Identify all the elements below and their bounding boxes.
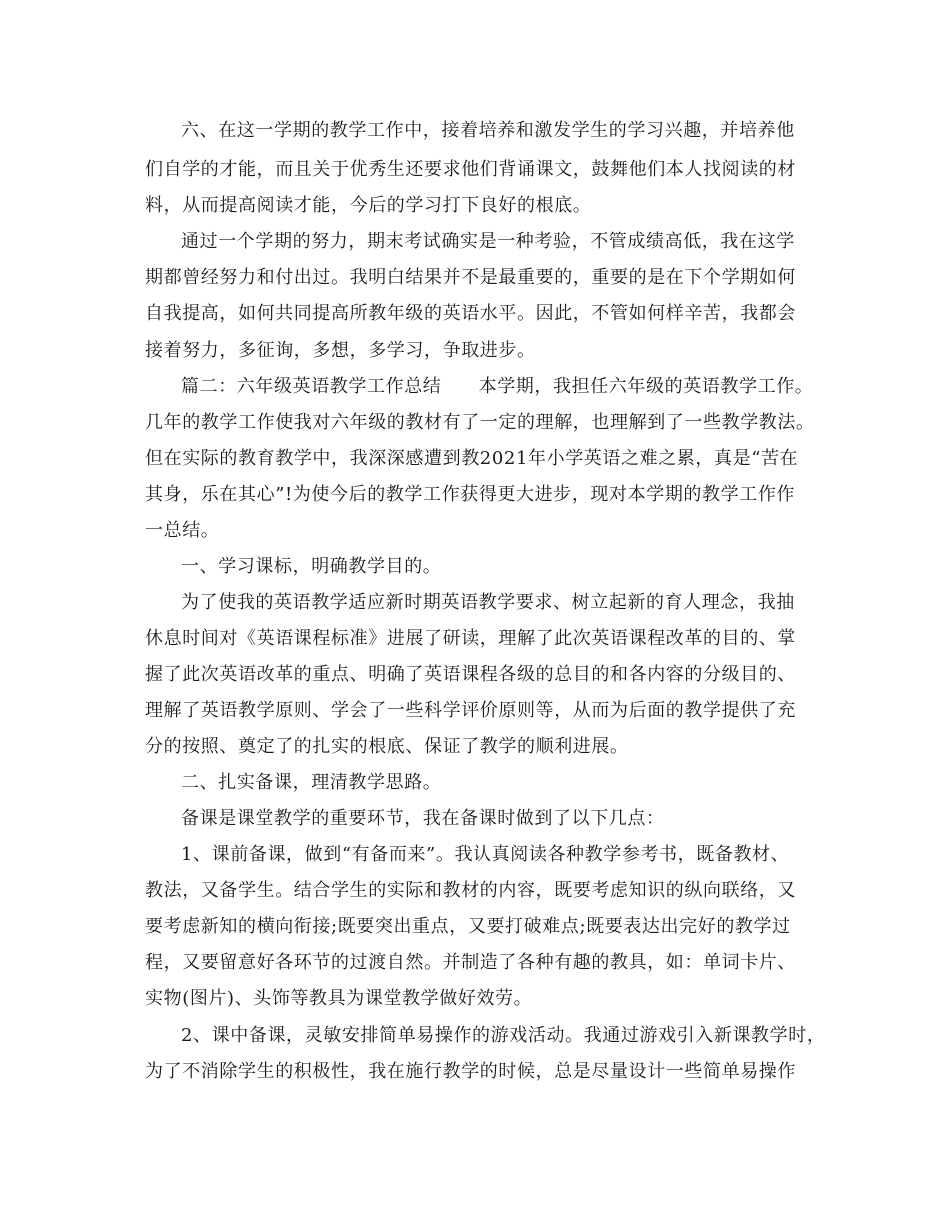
section-heading-line: 篇二：六年级英语教学工作总结 本学期，我担任六年级的英语教学工作。 [181, 376, 814, 397]
paragraph-line: 为了不消除学生的积极性，我在施行教学的时候，总是尽量设计一些简单易操作 [145, 1061, 796, 1082]
paragraph-line: 一总结。 [145, 520, 220, 541]
paragraph-line: 六、在这一学期的教学工作中，接着培养和激发学生的学习兴趣，并培养他 [181, 120, 795, 141]
paragraph-line: 要考虑新知的横向衔接;既要突出重点，又要打破难点;既要表达出完好的教学过 [145, 916, 791, 937]
paragraph-line: 分的按照、奠定了的扎实的根底、保证了教学的顺利进展。 [145, 736, 629, 757]
subheading-line: 二、扎实备课，理清教学思路。 [181, 772, 442, 793]
paragraph-line: 备课是课堂教学的重要环节，我在备课时做到了以下几点： [181, 808, 665, 829]
paragraph-line: 通过一个学期的努力，期末考试确实是一种考验，不管成绩高低，我在这学 [181, 231, 795, 252]
paragraph-line: 几年的教学工作使我对六年级的教材有了一定的理解，也理解到了一些教学教法。 [145, 412, 815, 433]
paragraph-line: 2、课中备课，灵敏安排简单易操作的游戏活动。我通过游戏引入新课教学时， [181, 1025, 826, 1046]
paragraph-line: 为了使我的英语教学适应新时期英语教学要求、树立起新的育人理念，我抽 [181, 592, 795, 613]
paragraph-line: 自我提高，如何共同提高所教年级的英语水平。因此，不管如何样辛苦，我都会 [145, 303, 796, 324]
paragraph-line: 期都曾经努力和付出过。我明白结果并不是最重要的，重要的是在下个学期如何 [145, 267, 796, 288]
paragraph-line: 实物(图片)、头饰等教具为课堂教学做好效劳。 [145, 988, 533, 1009]
paragraph-line: 但在实际的教育教学中，我深深感遭到教2021年小学英语之难之累，真是“苦在 [145, 448, 799, 469]
paragraph-line: 教法，又备学生。结合学生的实际和教材的内容，既要考虑知识的纵向联络，又 [145, 880, 796, 901]
paragraph-line: 休息时间对《英语课程标准》进展了研读，理解了此次英语课程改革的目的、掌 [145, 628, 796, 649]
paragraph-line: 1、课前备课，做到“有备而来”。我认真阅读各种教学参考书，既备教材、 [181, 844, 790, 865]
subheading-line: 一、学习课标，明确教学目的。 [181, 556, 442, 577]
paragraph-line: 料，从而提高阅读才能，今后的学习打下良好的根底。 [145, 195, 592, 216]
paragraph-line: 握了此次英语改革的重点、明确了英语课程各级的总目的和各内容的分级目的、 [145, 664, 796, 685]
paragraph-line: 程，又要留意好各环节的过渡自然。并制造了各种有趣的教具，如：单词卡片、 [145, 952, 796, 973]
paragraph-line: 理解了英语教学原则、学会了一些科学评价原则等，从而为后面的教学提供了充 [145, 700, 796, 721]
paragraph-line: 其身，乐在其心”!为使今后的教学工作获得更大进步，现对本学期的教学工作作 [145, 484, 796, 505]
paragraph-line: 们自学的才能，而且关于优秀生还要求他们背诵课文，鼓舞他们本人找阅读的材 [145, 159, 796, 180]
paragraph-line: 接着努力，多征询，多想，多学习，争取进步。 [145, 340, 536, 361]
